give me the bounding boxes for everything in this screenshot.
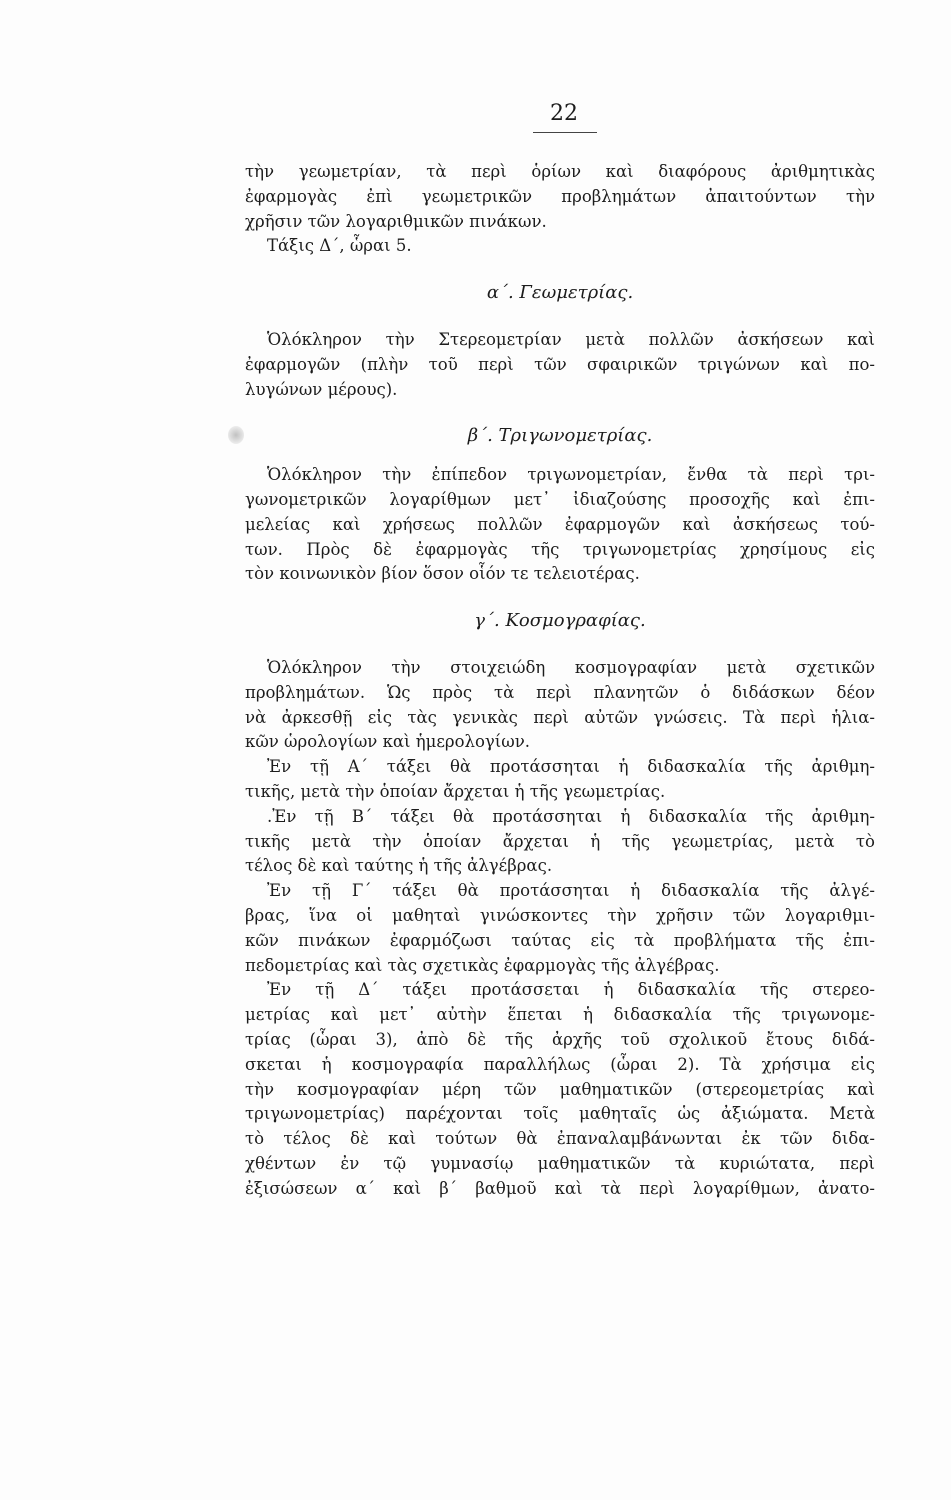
text-line: γωνομετρικῶν λογαρίθμων μετ᾽ ἰδιαζούσης προσοχῆς καὶ ἐπι- [245, 489, 875, 509]
text-line: τικῆς, μετὰ τὴν ὁποίαν ἄρχεται ἡ τῆς γεωμετρίας. [245, 781, 666, 801]
text-block [245, 160, 875, 1201]
text-line: τὸ τέλος δὲ καὶ τούτων θὰ ἐπαναλαμβάνωνται ἐκ τῶν διδα- [245, 1129, 875, 1149]
text-line: κῶν πινάκων ἐφαρμόζωσι ταύτας εἰς τὰ προβλήματα τῆς ἐπι- [245, 930, 875, 950]
text-line: Ἐν τῇ Γ΄ τάξει θὰ προτάσσηται ἡ διδασκαλία τῆς ἀλγέ- [267, 881, 875, 901]
text-line: Ἐν τῇ Α΄ τάξει θὰ προτάσσηται ἡ διδασκαλία τῆς ἀριθμη- [267, 757, 875, 777]
text-line: τριγωνομετρίας) παρέχονται τοῖς μαθηταῖς ὡς ἀξιώματα. Μετὰ [245, 1104, 875, 1124]
text-line: χθέντων ἐν τῷ γυμνασίῳ μαθηματικῶν τὰ κυριώτατα, περὶ [245, 1153, 875, 1173]
text-line: πεδομετρίας καὶ τὰς σχετικὰς ἐφαρμογὰς τῆς ἀλγέβρας. [245, 955, 720, 975]
text-line: νὰ ἀρκεσθῇ εἰς τὰς γενικὰς περὶ αὐτῶν γνώσεις. Τὰ περὶ ἡλια- [245, 707, 875, 727]
text-line: βρας, ἵνα οἱ μαθηταὶ γινώσκοντες τὴν χρῆσιν τῶν λογαριθμι- [245, 905, 875, 925]
text-line: μελείας καὶ χρήσεως πολλῶν ἐφαρμογῶν καὶ ἀσκήσεως τού- [245, 514, 875, 534]
text-line: ἐφαρμογὰς ἐπὶ γεωμετρικῶν προβλημάτων ἀπαιτούντων τὴν [245, 186, 875, 206]
text-line: Ὁλόκληρον τὴν Στερεομετρίαν μετὰ πολλῶν ἀσκήσεων καὶ [267, 329, 875, 349]
text-line: τὴν γεωμετρίαν, τὰ περὶ ὁρίων καὶ διαφόρους ἀριθμητικὰς [245, 162, 875, 181]
section-heading-cosmography: γ΄. Κοσμογραφίας. [474, 610, 646, 632]
class-line: Τάξις Δ΄, ὧραι 5. [267, 236, 412, 256]
text-line: κῶν ὡρολογίων καὶ ἡμερολογίων. [245, 732, 530, 752]
text-line: ἐξισώσεων α΄ καὶ β΄ βαθμοῦ καὶ τὰ περὶ λογαρίθμων, ἀνατο- [245, 1178, 875, 1198]
text-line: λυγώνων μέρους). [245, 379, 398, 399]
text-line: τὴν κοσμογραφίαν μέρη τῶν μαθηματικῶν (στερεομετρίας καὶ [245, 1079, 875, 1099]
text-line: Ἐν τῇ Δ΄ τάξει προτάσσεται ἡ διδασκαλία τῆς στερεο- [267, 980, 875, 1000]
text-line: χρῆσιν τῶν λογαριθμικῶν πινάκων. [245, 211, 547, 231]
text-line: μετρίας καὶ μετ᾽ αὐτὴν ἕπεται ἡ διδασκαλία τῆς τριγωνομε- [245, 1005, 875, 1025]
text-line: Ὁλόκληρον τὴν ἐπίπεδον τριγωνομετρίαν, ἔνθα τὰ περὶ τρι- [267, 465, 875, 485]
page-number-rule [533, 132, 597, 133]
text-line: Ὁλόκληρον τὴν στοιχειώδη κοσμογραφίαν μετὰ σχετικῶν [267, 657, 875, 677]
ink-smudge [228, 426, 244, 444]
page-number: 22 [550, 101, 578, 126]
text-line: .Ἐν τῇ Β΄ τάξει θὰ προτάσσηται ἡ διδασκαλία τῆς ἀριθμη- [267, 806, 875, 826]
text-line: τέλος δὲ καὶ ταύτης ἡ τῆς ἀλγέβρας. [245, 856, 553, 876]
text-line: προβλημάτων. Ὡς πρὸς τὰ περὶ πλανητῶν ὁ διδάσκων δέον [245, 682, 875, 702]
text-line: των. Πρὸς δὲ ἐφαρμογὰς τῆς τριγωνομετρίας χρησίμους εἰς [245, 539, 875, 559]
text-line: σκεται ἡ κοσμογραφία παραλλήλως (ὧραι 2). Τὰ χρήσιμα εἰς [245, 1054, 875, 1074]
text-line: ἐφαρμογῶν (πλὴν τοῦ περὶ τῶν σφαιρικῶν τριγώνων καὶ πο- [245, 354, 875, 374]
text-line: τὸν κοινωνικὸν βίον ὅσον οἷόν τε τελειοτέρας. [245, 564, 640, 584]
text-line: τικῆς μετὰ τὴν ὁποίαν ἄρχεται ἡ τῆς γεωμετρίας, μετὰ τὸ [245, 831, 875, 851]
section-heading-trigonometry: β΄. Τριγωνομετρίας. [467, 425, 653, 447]
text-line: τρίας (ὧραι 3), ἀπὸ δὲ τῆς ἀρχῆς τοῦ σχολικοῦ ἔτους διδά- [245, 1029, 875, 1049]
section-heading-geometry: α΄. Γεωμετρίας. [486, 282, 634, 304]
